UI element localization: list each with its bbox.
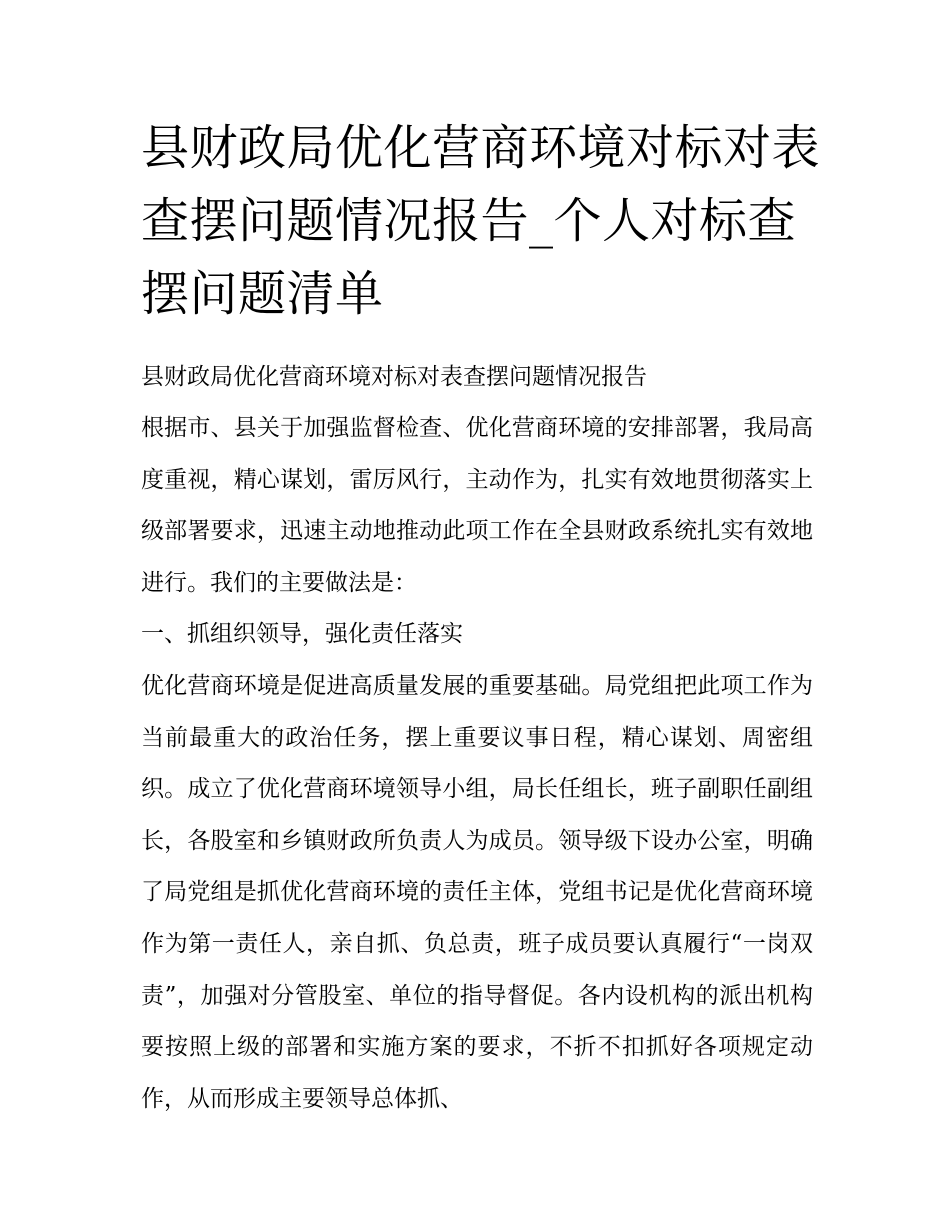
document-title: 县财政局优化营商环境对标对表查摆问题情况报告_个人对标查摆问题清单 — [141, 120, 821, 322]
document-subtitle: 县财政局优化营商环境对标对表查摆问题情况报告 — [141, 364, 647, 390]
section-heading-1: 一、抓组织领导，强化责任落实 — [141, 621, 463, 648]
document-body — [141, 403, 813, 1125]
body-paragraph-2: 优化营商环境是促进高质量发展的重要基础。局党组把此项工作为当前最重大的政治任务，摆上重要议事日程，精心谋划、周密组织。成立了优化营商环境领导小组，局长任组长，班子副职任副组长，各股室和乡镇财政所负责人为成员。领导级下设办公室，明确了局党组是抓优化营商环境的责任主体，党组书记是优化营商环境作为第一责任人，亲自抓、负总责，班子成员要认真履行“一岗双责”，加强对分管股室、单位的指导督促。各内设机构的派出机构要按照上级的部署和实施方案的要求，不折不扣抓好各项规定动作，从而形成主要领导总体抓、 — [141, 672, 813, 1112]
body-paragraph-1: 根据市、县关于加强监督检查、优化营商环境的安排部署，我局高度重视，精心谋划，雷厉风行，主动作为，扎实有效地贯彻落实上级部署要求，迅速主动地推动此项工作在全县财政系统扎实有效地进行。我们的主要做法是： — [141, 415, 813, 596]
